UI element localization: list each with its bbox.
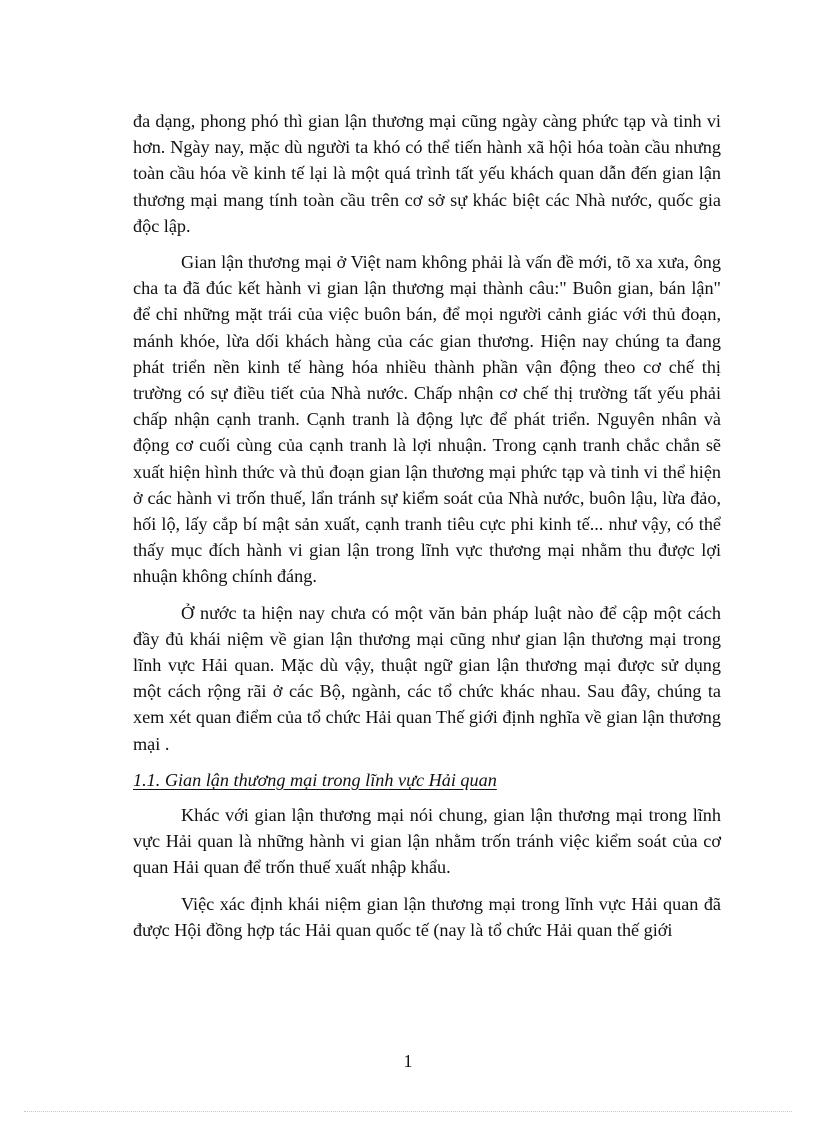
paragraph-4: Khác với gian lận thương mại nói chung, gian lận thương mại trong lĩnh vực Hải quan là những hành vi gian lận nhằm trốn tránh việc kiểm soát của cơ quan Hải quan để trốn thuế xuất nhập khẩu. [133,805,721,878]
page-number: 1 [403,1051,413,1071]
paragraph-2: Gian lận thương mại ở Việt nam không phải là vấn đề mới, tõ xa xưa, ông cha ta đã đúc kết hành vi gian lận thương mại thành câu:" Buôn gian, bán lận" để chỉ những mặt trái của việc buôn bán, để mọi người cảnh giác với thủ đoạn, mánh khóe, lừa dối khách hàng của các gian thương. Hiện nay chúng ta đang phát triển nền kinh tế hàng hóa nhiều thành phần vận động theo cơ chế thị trường có sự điều tiết của Nhà nước. Chấp nhận cơ chế thị trường tất yếu phải chấp nhận cạnh tranh. Cạnh tranh là động lực để phát triển. Nguyên nhân và động cơ cuối cùng của cạnh tranh là lợi nhuận. Trong cạnh tranh chắc chắn sẽ xuất hiện hình thức và thủ đoạn gian lận thương mại phức tạp và tinh vi thể hiện ở các hành vi trốn thuế, lẩn tránh sự kiểm soát của Nhà nước, buôn lậu, lừa đảo, hối lộ, lấy cắp bí mật sản xuất, cạnh tranh tiêu cực phi kinh tế... như vậy, có thể thấy mục đích hành vi gian lận trong lĩnh vực thương mại nhằm thu được lợi nhuận không chính đáng. [133,252,721,587]
paragraph-5: Việc xác định khái niệm gian lận thương mại trong lĩnh vực Hải quan đã được Hội đồng hợp tác Hải quan quốc tế (nay là tổ chức Hải quan thế giới [133,893,721,940]
document-body [133,108,721,953]
paragraph-1: đa dạng, phong phó thì gian lận thương mại cũng ngày càng phức tạp và tinh vi hơn. Ngày nay, mặc dù người ta khó có thể tiến hành xã hội hóa toàn cầu nhưng toàn cầu hóa về kinh tế lại là một quá trình tất yếu khách quan dẫn đến gian lận thương mại mang tính toàn cầu trên cơ sở sự khác biệt các Nhà nước, quốc gia độc lập. [133,111,721,236]
paragraph-3: Ở nước ta hiện nay chưa có một văn bản pháp luật nào để cập một cách đầy đủ khái niệm về gian lận thương mại cũng như gian lận thương mại trong lĩnh vực Hải quan. Mặc dù vậy, thuật ngữ gian lận thương mại được sử dụng một cách rộng rãi ở các Bộ, ngành, các tổ chức khác nhau. Sau đây, chúng ta xem xét quan điểm của tổ chức Hải quan Thế giới định nghĩa về gian lận thương mại . [133,602,721,754]
page-bottom-divider [24,1111,792,1112]
section-heading: 1.1. Gian lận thương mại trong lĩnh vực Hải quan [133,769,497,790]
